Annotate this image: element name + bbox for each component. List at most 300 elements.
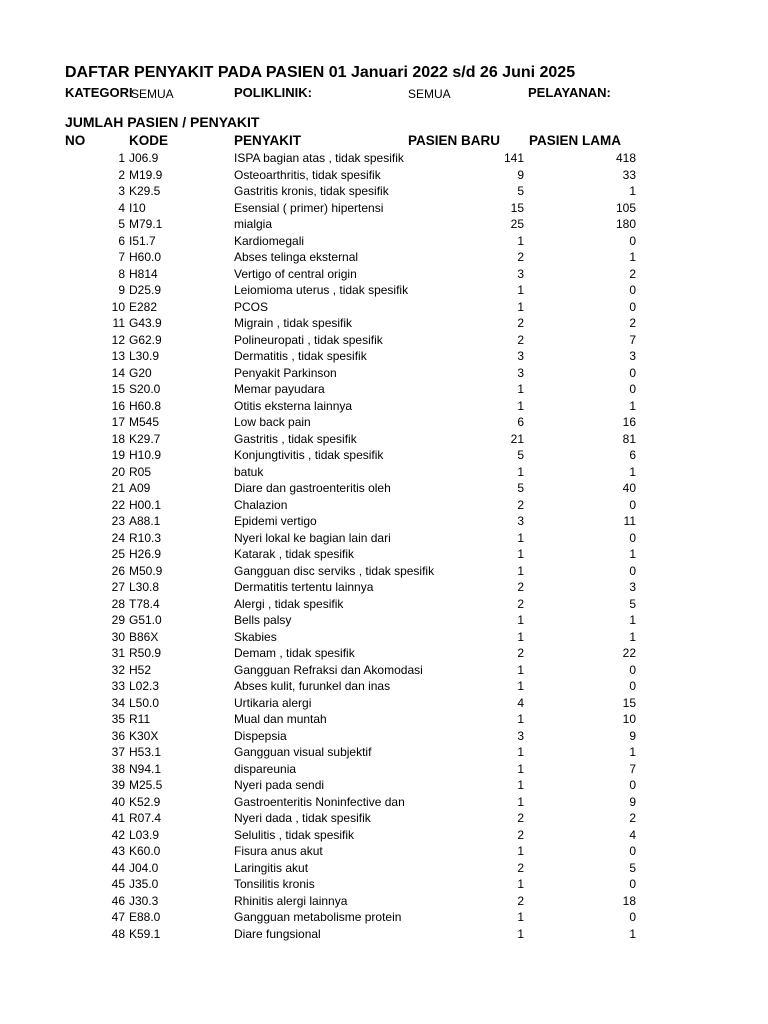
row-penyakit: Nyeri pada sendi [234,778,325,792]
row-penyakit: Kardiomegali [234,233,305,248]
row-number: 11 [112,316,125,330]
row-pasien-lama: 0 [629,877,636,891]
row-pasien-baru: 1 [517,563,524,578]
row-number: 31 [111,646,125,660]
row-pasien-baru: 3 [517,514,524,528]
row-kode: M25.5 [129,778,163,792]
row-kode: K52.9 [129,794,161,809]
row-penyakit: batuk [234,464,264,479]
row-penyakit: Nyeri lokal ke bagian lain dari [234,530,391,545]
row-pasien-baru: 1 [517,794,524,809]
row-kode: H53.1 [129,745,162,759]
row-number: 28 [111,596,125,611]
table-row [0,497,768,514]
table-row [0,530,768,547]
row-kode: K30X [129,728,159,743]
row-pasien-lama: 33 [622,167,636,182]
row-pasien-baru: 1 [517,662,524,677]
table-row [0,431,768,448]
row-penyakit: Abses telinga eksternal [234,250,359,264]
row-pasien-baru: 1 [517,778,524,792]
row-pasien-baru: 1 [517,464,524,479]
row-penyakit: Osteoarthritis, tidak spesifik [234,167,381,182]
row-pasien-lama: 105 [615,200,636,215]
table-row [0,315,768,332]
row-pasien-baru: 5 [517,184,524,198]
row-pasien-baru: 1 [517,629,524,644]
row-penyakit: Diare fungsional [234,926,321,941]
row-penyakit: mialgia [234,217,273,231]
row-pasien-baru: 2 [517,860,524,875]
row-pasien-baru: 2 [517,893,524,908]
row-kode: E88.0 [129,910,161,924]
row-number: 32 [111,662,125,677]
row-number: 39 [111,778,125,792]
row-penyakit: ISPA bagian atas , tidak spesifik [234,151,404,165]
row-pasien-baru: 141 [503,151,524,165]
row-kode: H00.1 [129,497,162,512]
row-number: 40 [111,794,125,809]
row-pasien-lama: 0 [629,233,636,248]
row-penyakit: Diare dan gastroenteritis oleh [234,481,391,495]
table-row [0,827,768,844]
row-number: 10 [111,299,125,314]
row-penyakit: Bells palsy [234,613,292,627]
table-row [0,167,768,184]
table-row [0,794,768,811]
row-number: 30 [111,629,125,644]
row-pasien-baru: 1 [517,679,524,693]
poliklinik-label: POLIKLINIK: [234,85,312,100]
table-row [0,596,768,613]
row-pasien-baru: 3 [517,365,524,380]
row-pasien-baru: 1 [517,712,524,726]
table-row [0,645,768,662]
row-pasien-lama: 0 [629,563,636,578]
table-row [0,893,768,910]
row-kode: H26.9 [129,547,162,561]
row-penyakit: Memar payudara [234,382,325,396]
table-row [0,464,768,481]
row-pasien-lama: 1 [629,398,636,413]
row-kode: R50.9 [129,646,162,660]
row-number: 1 [118,151,125,165]
row-penyakit: Gastroenteritis Noninfective dan [234,794,405,809]
row-penyakit: Demam , tidak spesifik [234,646,355,660]
table-row [0,381,768,398]
row-number: 23 [111,514,125,528]
pelayanan-label: PELAYANAN: [528,85,611,100]
row-pasien-lama: 0 [629,497,636,512]
table-row [0,810,768,827]
row-pasien-lama: 22 [622,646,636,660]
row-kode: R10.3 [129,530,162,545]
row-kode: N94.1 [129,761,162,776]
row-pasien-baru: 5 [517,481,524,495]
row-number: 29 [111,613,125,627]
table-row [0,480,768,497]
row-penyakit: Penyakit Parkinson [234,365,337,380]
row-kode: I51.7 [129,233,156,248]
table-row [0,662,768,679]
row-pasien-lama: 6 [629,448,636,462]
row-number: 33 [111,679,125,693]
row-kode: S20.0 [129,382,161,396]
table-row [0,579,768,596]
table-row [0,183,768,200]
table-row [0,843,768,860]
row-penyakit: Rhinitis alergi lainnya [234,893,348,908]
row-number: 24 [111,530,125,545]
row-pasien-baru: 2 [517,580,524,594]
row-pasien-lama: 0 [629,679,636,693]
table-row [0,150,768,167]
section-title: JUMLAH PASIEN / PENYAKIT [65,114,260,130]
row-pasien-baru: 1 [517,761,524,776]
table-row [0,414,768,431]
row-number: 38 [111,761,125,776]
table-row [0,513,768,530]
row-kode: L30.9 [129,349,160,363]
row-pasien-baru: 2 [517,646,524,660]
row-pasien-lama: 5 [629,860,636,875]
row-pasien-lama: 0 [629,910,636,924]
row-pasien-lama: 7 [629,761,636,776]
row-number: 46 [111,893,125,908]
table-row [0,563,768,580]
row-penyakit: Gangguan disc serviks , tidak spesifik [234,563,435,578]
row-penyakit: Dermatitis tertentu lainnya [234,580,374,594]
row-penyakit: Otitis eksterna lainnya [234,398,353,413]
table-row [0,909,768,926]
row-penyakit: Laringitis akut [234,860,309,875]
row-pasien-lama: 5 [629,596,636,611]
column-header-no: NO [65,133,86,148]
row-kode: M50.9 [129,563,163,578]
table-row [0,777,768,794]
column-header-pasien-baru: PASIEN BARU [408,133,501,148]
table-row [0,926,768,943]
row-pasien-baru: 15 [510,200,524,215]
row-penyakit: Nyeri dada , tidak spesifik [234,811,371,825]
row-penyakit: Tonsilitis kronis [234,877,315,891]
row-pasien-baru: 1 [517,613,524,627]
row-pasien-lama: 1 [629,926,636,941]
row-kode: K59.1 [129,926,161,941]
row-number: 47 [111,910,125,924]
row-number: 9 [118,283,125,297]
table-row [0,876,768,893]
row-penyakit: Gastritis , tidak spesifik [234,431,357,446]
kategori-label: KATEGORI [65,85,133,100]
row-pasien-lama: 0 [629,299,636,314]
row-pasien-baru: 5 [517,448,524,462]
row-number: 34 [111,695,125,710]
row-kode: K60.0 [129,844,161,858]
row-pasien-baru: 2 [517,497,524,512]
row-pasien-baru: 1 [517,283,524,297]
row-penyakit: Dispepsia [234,728,287,743]
row-kode: J04.0 [129,860,159,875]
row-number: 45 [111,877,125,891]
row-penyakit: Migrain , tidak spesifik [234,316,353,330]
row-number: 43 [111,844,125,858]
row-pasien-baru: 25 [510,217,524,231]
row-kode: R11 [129,712,151,726]
row-pasien-baru: 1 [517,926,524,941]
row-penyakit: Katarak , tidak spesifik [234,547,355,561]
row-kode: T78.4 [129,596,160,611]
row-number: 14 [111,365,125,380]
table-row [0,695,768,712]
row-kode: K29.7 [129,431,161,446]
row-number: 19 [111,448,125,462]
row-number: 2 [118,167,125,182]
table-row [0,678,768,695]
row-pasien-lama: 18 [622,893,636,908]
row-pasien-lama: 15 [622,695,636,710]
row-kode: J06.9 [129,151,159,165]
row-number: 7 [118,250,125,264]
table-row [0,233,768,250]
row-kode: L02.3 [129,679,160,693]
row-pasien-lama: 0 [629,382,636,396]
row-pasien-lama: 2 [629,316,636,330]
table-row [0,249,768,266]
row-kode: H60.8 [129,398,162,413]
row-number: 12 [111,332,125,347]
row-kode: I10 [129,200,146,215]
row-pasien-lama: 2 [629,811,636,825]
row-number: 8 [118,266,125,281]
row-pasien-lama: 1 [629,745,636,759]
row-penyakit: Abses kulit, furunkel dan inas [234,679,391,693]
table-row [0,332,768,349]
table-body [0,150,768,942]
row-kode: M545 [129,415,160,429]
row-number: 22 [111,497,125,512]
row-penyakit: Konjungtivitis , tidak spesifik [234,448,384,462]
row-kode: G43.9 [129,316,162,330]
column-header-kode: KODE [129,133,169,148]
row-penyakit: Alergi , tidak spesifik [234,596,344,611]
row-pasien-baru: 9 [517,167,524,182]
row-kode: R07.4 [129,811,162,825]
row-kode: G20 [129,365,152,380]
row-pasien-baru: 3 [517,266,524,281]
row-penyakit: Dermatitis , tidak spesifik [234,349,367,363]
row-kode: H814 [129,266,158,281]
row-pasien-baru: 1 [517,745,524,759]
table-row [0,200,768,217]
row-kode: H60.0 [129,250,162,264]
poliklinik-value: SEMUA [408,87,451,101]
table-row [0,447,768,464]
row-number: 37 [111,745,125,759]
table-row [0,744,768,761]
row-pasien-lama: 40 [622,481,636,495]
row-kode: M79.1 [129,217,163,231]
row-penyakit: Esensial ( primer) hipertensi [234,200,384,215]
row-pasien-lama: 9 [629,728,636,743]
table-row [0,365,768,382]
row-number: 18 [111,431,125,446]
table-row [0,761,768,778]
row-pasien-lama: 11 [623,514,636,528]
row-kode: L50.0 [129,695,160,710]
row-number: 35 [111,712,125,726]
row-pasien-lama: 0 [629,530,636,545]
table-row [0,216,768,233]
row-penyakit: Leiomioma uterus , tidak spesifik [234,283,409,297]
row-penyakit: Chalazion [234,497,288,512]
row-number: 26 [111,563,125,578]
table-row [0,348,768,365]
table-row [0,546,768,563]
row-number: 41 [111,811,125,825]
row-penyakit: Urtikaria alergi [234,695,312,710]
row-pasien-lama: 1 [629,613,636,627]
row-kode: G62.9 [129,332,162,347]
row-number: 6 [118,233,125,248]
row-pasien-baru: 1 [517,398,524,413]
row-pasien-lama: 0 [629,778,636,792]
row-kode: D25.9 [129,283,162,297]
row-pasien-lama: 9 [629,794,636,809]
row-penyakit: Gangguan Refraksi dan Akomodasi [234,662,423,677]
row-number: 16 [111,398,125,413]
row-penyakit: Skabies [234,629,277,644]
row-penyakit: PCOS [234,299,269,314]
row-pasien-lama: 3 [629,580,636,594]
row-pasien-baru: 3 [517,349,524,363]
row-penyakit: Gangguan visual subjektif [234,745,372,759]
row-pasien-lama: 10 [622,712,636,726]
table-row [0,398,768,415]
row-pasien-lama: 81 [622,431,636,446]
row-penyakit: Epidemi vertigo [234,514,317,528]
row-pasien-baru: 1 [517,530,524,545]
row-number: 25 [111,547,125,561]
table-row [0,282,768,299]
row-kode: K29.5 [129,184,161,198]
row-pasien-lama: 0 [629,283,636,297]
row-kode: A09 [129,481,151,495]
row-pasien-lama: 1 [629,464,636,479]
row-penyakit: Mual dan muntah [234,712,327,726]
row-kode: G51.0 [129,613,162,627]
row-number: 42 [111,827,125,842]
row-number: 15 [111,382,125,396]
row-pasien-lama: 7 [629,332,636,347]
column-header-penyakit: PENYAKIT [234,133,302,148]
row-pasien-baru: 2 [517,811,524,825]
row-pasien-lama: 0 [629,844,636,858]
row-penyakit: Selulitis , tidak spesifik [234,827,355,842]
row-pasien-lama: 418 [615,151,636,165]
row-kode: E282 [129,299,158,314]
row-kode: L30.8 [129,580,160,594]
row-penyakit: Gangguan metabolisme protein [234,910,402,924]
row-pasien-lama: 4 [629,827,636,842]
row-number: 27 [111,580,125,594]
row-penyakit: Fisura anus akut [234,844,323,858]
table-row [0,860,768,877]
row-pasien-baru: 1 [517,547,524,561]
row-number: 48 [111,926,125,941]
row-pasien-baru: 1 [517,299,524,314]
row-kode: H52 [129,662,152,677]
row-penyakit: dispareunia [234,761,297,776]
row-number: 36 [111,728,125,743]
row-pasien-baru: 1 [517,382,524,396]
row-pasien-baru: 3 [517,728,524,743]
row-kode: A88.1 [129,514,161,528]
row-number: 44 [111,860,125,875]
row-number: 17 [111,415,125,429]
row-penyakit: Low back pain [234,415,311,429]
table-row [0,612,768,629]
row-penyakit: Vertigo of central origin [234,266,357,281]
row-pasien-baru: 6 [517,415,524,429]
row-penyakit: Gastritis kronis, tidak spesifik [234,184,389,198]
row-pasien-lama: 16 [622,415,636,429]
row-kode: M19.9 [129,167,163,182]
table-row [0,711,768,728]
row-kode: J35.0 [129,877,159,891]
row-kode: L03.9 [129,827,160,842]
row-kode: R05 [129,464,152,479]
kategori-value: SEMUA [131,87,174,101]
column-header-pasien-lama: PASIEN LAMA [529,133,622,148]
row-pasien-baru: 1 [517,233,524,248]
row-penyakit: Polineuropati , tidak spesifik [234,332,383,347]
row-pasien-lama: 1 [629,629,636,644]
row-pasien-lama: 3 [629,349,636,363]
row-pasien-baru: 2 [517,332,524,347]
row-pasien-baru: 2 [517,827,524,842]
row-pasien-baru: 1 [517,844,524,858]
row-number: 20 [111,464,125,479]
row-pasien-baru: 1 [517,910,524,924]
row-number: 13 [111,349,125,363]
row-pasien-baru: 2 [517,250,524,264]
row-pasien-lama: 1 [629,250,636,264]
row-number: 3 [118,184,125,198]
row-pasien-lama: 0 [629,662,636,677]
row-kode: H10.9 [129,448,162,462]
row-number: 21 [111,481,125,495]
row-pasien-baru: 21 [510,431,524,446]
table-row [0,728,768,745]
row-pasien-baru: 1 [517,877,524,891]
table-row [0,629,768,646]
row-number: 4 [118,200,125,215]
row-kode: J30.3 [129,893,159,908]
report-title: DAFTAR PENYAKIT PADA PASIEN 01 Januari 2022 s/d 26 Juni 2025 [65,64,576,81]
table-row [0,299,768,316]
row-pasien-lama: 180 [615,217,636,231]
table-row [0,266,768,283]
row-pasien-baru: 2 [517,596,524,611]
row-pasien-baru: 4 [517,695,524,710]
row-pasien-lama: 2 [629,266,636,281]
row-pasien-lama: 1 [629,547,636,561]
row-kode: B86X [129,629,159,644]
row-pasien-baru: 2 [517,316,524,330]
row-pasien-lama: 0 [629,365,636,380]
row-number: 5 [118,217,125,231]
